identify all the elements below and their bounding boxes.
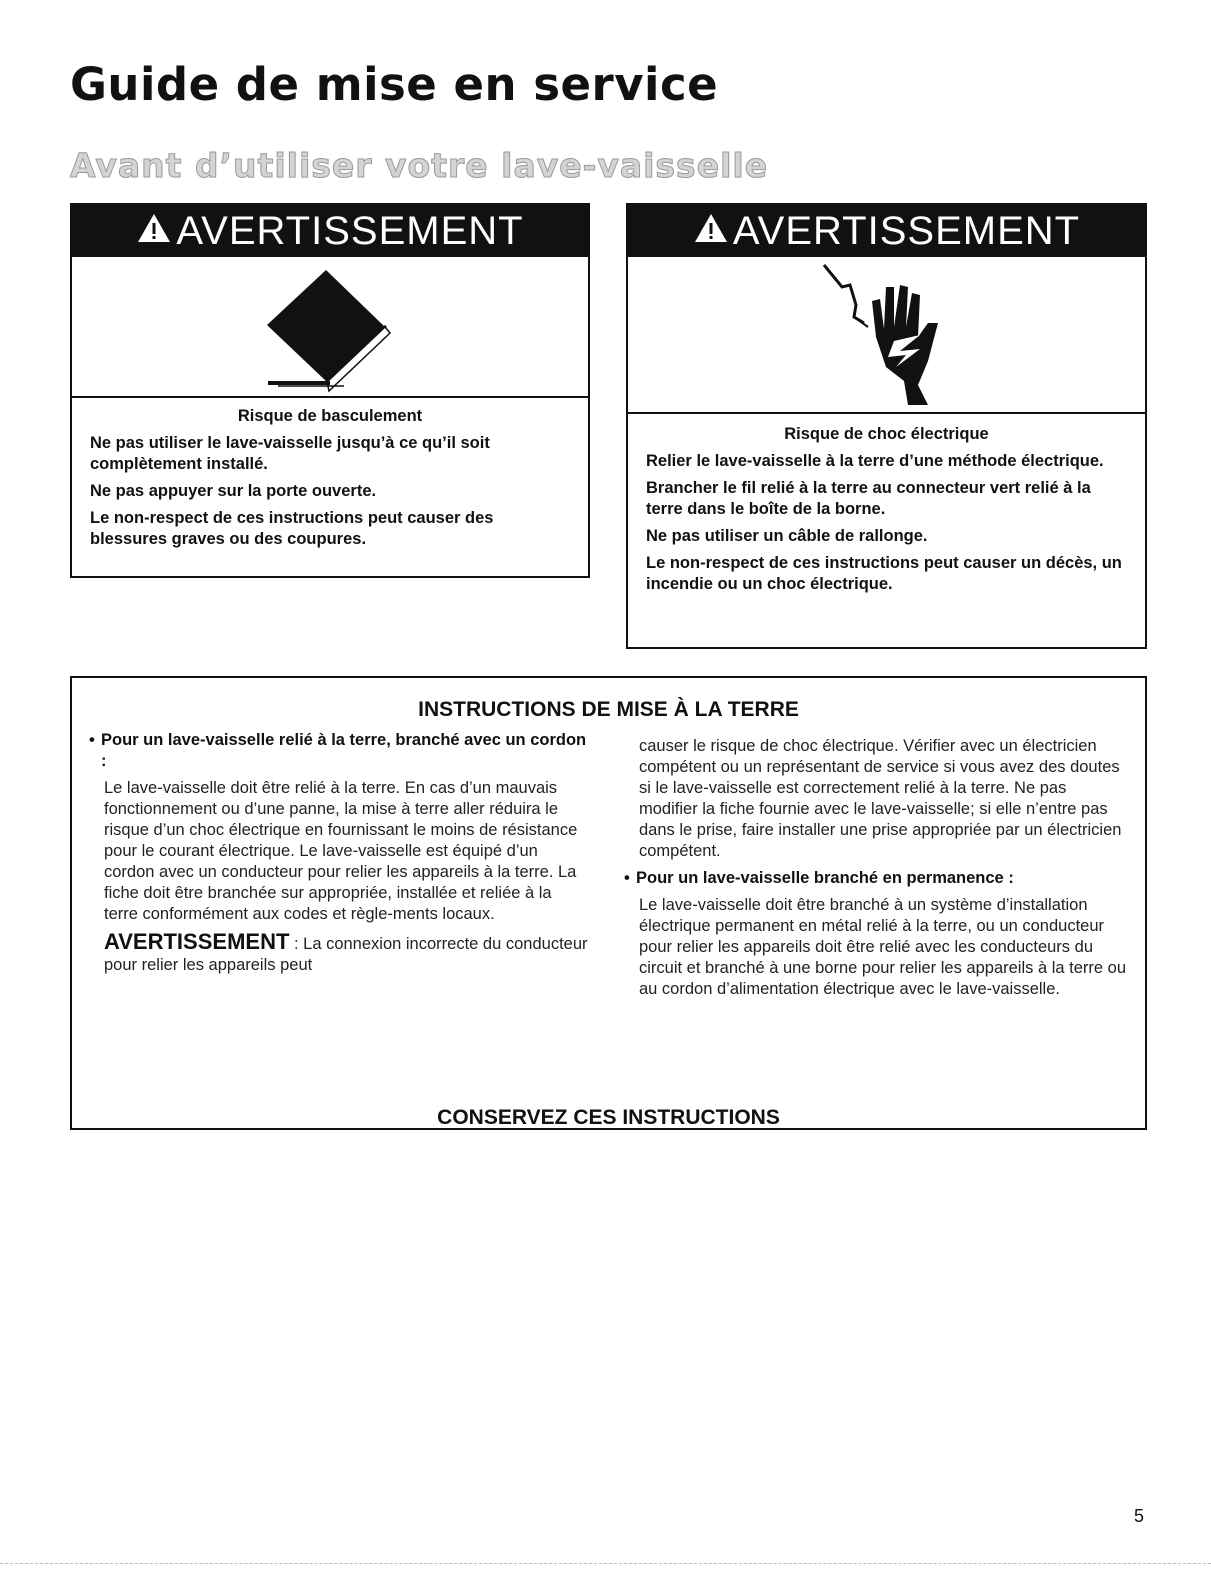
warning-caption: Risque de choc électrique — [784, 425, 989, 443]
bullet-permanent — [624, 868, 1129, 889]
grounding-paragraph: causer le risque de choc électrique. Vérifier avec un électricien compétent ou un représentant de service si vous avez des doutes si le lave-vaisselle est correctement relié à la terre. Ne pas modifier la fiche fournie avec le lave-vaisselle; si elle n’entre pas dans le prise, faire installer une prise appropriée par un électricien compétent. — [639, 737, 1122, 860]
grounding-instructions-box — [70, 676, 1147, 1130]
bullet-dot-icon: • — [624, 869, 630, 887]
grounding-paragraph: Le lave-vaisselle doit être relié à la terre. En cas d’un mauvais fonctionnement ou d’une panne, la mise à terre aller réduira le risque d’un choc électrique en fournissant le moins de résistance pour le courant électrique. Le lave-vaisselle est équipé d’un cordon avec un conducteur pour relier les appareils à la terre. La fiche doit être branchée sur appropriée, installée et reliée à la terre conformément aux codes et règle-ments locaux. — [104, 779, 578, 923]
page-title: Guide de mise en service — [70, 58, 719, 111]
electric-shock-pictogram — [628, 257, 1145, 414]
hand-shock-icon — [628, 257, 1145, 412]
warning-header — [628, 205, 1145, 257]
grounding-left-column — [89, 730, 589, 982]
bullet-label: Pour un lave-vaisselle branché en permanence : — [636, 869, 1014, 887]
bottom-rule — [0, 1563, 1211, 1564]
bullet-label: Pour un lave-vaisselle relié à la terre, branché avec un cordon : — [101, 731, 587, 770]
warning-header-label: AVERTISSEMENT — [176, 208, 524, 253]
warning-triangle-icon — [693, 209, 729, 254]
bullet-cord-connected — [89, 730, 589, 772]
grounding-title: INSTRUCTIONS DE MISE À LA TERRE — [418, 698, 799, 721]
warning-header — [72, 205, 588, 257]
grounding-warning — [89, 931, 589, 976]
warning-line: Brancher le fil relié à la terre au connecteur vert relié à la terre dans le boîte de la borne. — [646, 479, 1091, 518]
electric-shock-warning-box — [626, 203, 1147, 649]
warning-header-label: AVERTISSEMENT — [732, 208, 1081, 253]
warning-line: Ne pas appuyer sur la porte ouverte. — [90, 482, 377, 500]
warning-text: : La connexion incorrecte du conducteur pour relier les appareils peut — [104, 935, 588, 974]
section-subtitle: Avant d’utiliser votre lave-vaisselle — [70, 146, 769, 185]
warning-line: Ne pas utiliser le lave-vaisselle jusqu’à ce qu’il soit complètement installé. — [90, 434, 490, 473]
warning-line: Le non-respect de ces instructions peut causer des blessures graves ou des coupures. — [90, 509, 494, 548]
warning-line: Relier le lave-vaisselle à la terre d’une méthode électrique. — [646, 452, 1104, 470]
warning-line: Ne pas utiliser un câble de rallonge. — [646, 527, 928, 545]
warning-triangle-icon — [136, 209, 172, 254]
page-number: 5 — [1133, 1506, 1144, 1526]
grounding-paragraph: Le lave-vaisselle doit être branché à un système d’installation électrique permanent en métal relié à la terre, ou un conducteur pour relier les appareils doit être relié avec les conducteurs du circuit et branché à une borne pour relier les appareils à la terre ou au cordon d’alimentation électrique avec le lave-vaisselle. — [639, 896, 1127, 998]
grounding-right-column — [624, 736, 1129, 1006]
tip-over-warning-box — [70, 203, 590, 578]
tip-over-pictogram — [72, 257, 588, 398]
bullet-dot-icon: • — [89, 731, 95, 749]
warning-line: Le non-respect de ces instructions peut causer un décès, un incendie ou un choc électrique. — [646, 554, 1122, 593]
tipping-dishwasher-icon — [72, 257, 588, 396]
save-instructions-footer: CONSERVEZ CES INSTRUCTIONS — [437, 1106, 780, 1129]
warning-caption: Risque de basculement — [237, 407, 423, 425]
warning-word: AVERTISSEMENT — [104, 929, 290, 954]
